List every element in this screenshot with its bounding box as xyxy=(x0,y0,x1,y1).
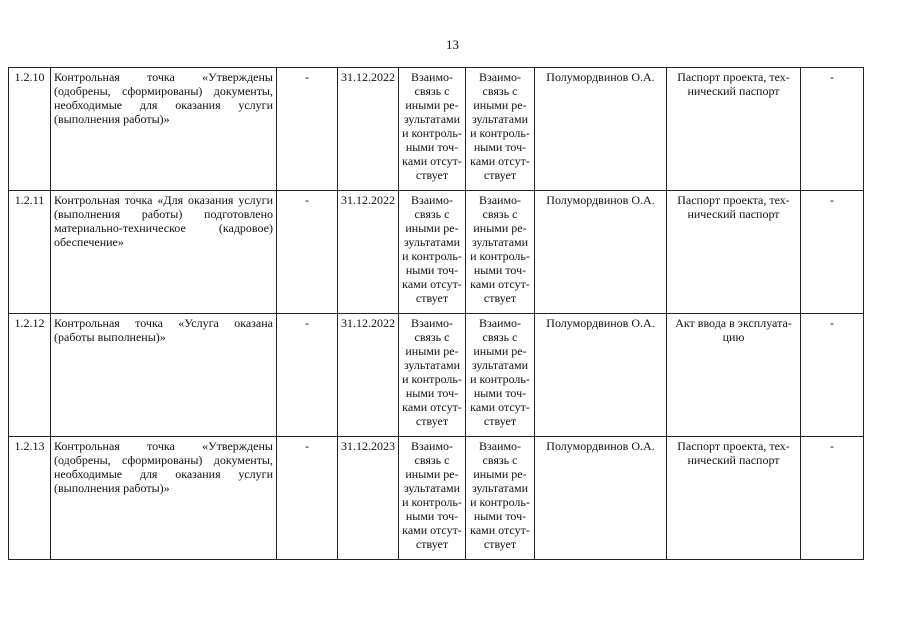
responsible-person: Полумордвинов О.А. xyxy=(535,191,667,314)
control-point-name: Контрольная точка «Для оказания услуги (выполнения работы) подготовлено материально-техническое (кадровое) обеспечение» xyxy=(51,191,277,314)
row-number: 1.2.11 xyxy=(9,191,51,314)
responsible-person: Полумордвинов О.А. xyxy=(535,68,667,191)
confirming-document: Паспорт проекта, тех-нический паспорт xyxy=(667,437,801,560)
control-point-name: Контрольная точка «Утверждены (одобрены, сформированы) документы, необходимые для оказания услуги (выполнения работы)» xyxy=(51,68,277,191)
control-points-table xyxy=(8,67,864,560)
table-row xyxy=(9,191,864,314)
table-row xyxy=(9,437,864,560)
predecessor-relation: Взаимо-связь с иными ре-зультатами и контроль-ными точ-ками отсут-ствует xyxy=(399,314,466,437)
responsible-person: Полумордвинов О.А. xyxy=(535,314,667,437)
end-date: 31.12.2022 xyxy=(338,191,399,314)
row-number: 1.2.12 xyxy=(9,314,51,437)
row-number: 1.2.13 xyxy=(9,437,51,560)
start-date: - xyxy=(277,314,338,437)
predecessor-relation: Взаимо-связь с иными ре-зультатами и контроль-ными точ-ками отсут-ствует xyxy=(399,191,466,314)
table-row xyxy=(9,68,864,191)
successor-relation: Взаимо-связь с иными ре-зультатами и контроль-ными точ-ками отсут-ствует xyxy=(466,437,535,560)
predecessor-relation: Взаимо-связь с иными ре-зультатами и контроль-ными точ-ками отсут-ствует xyxy=(399,437,466,560)
end-date: 31.12.2022 xyxy=(338,314,399,437)
control-point-name: Контрольная точка «Услуга оказана (работы выполнены)» xyxy=(51,314,277,437)
successor-relation: Взаимо-связь с иными ре-зультатами и контроль-ными точ-ками отсут-ствует xyxy=(466,314,535,437)
confirming-document: Паспорт проекта, тех-нический паспорт xyxy=(667,191,801,314)
note-cell: - xyxy=(801,437,864,560)
start-date: - xyxy=(277,437,338,560)
end-date: 31.12.2023 xyxy=(338,437,399,560)
row-number: 1.2.10 xyxy=(9,68,51,191)
note-cell: - xyxy=(801,191,864,314)
successor-relation: Взаимо-связь с иными ре-зультатами и контроль-ными точ-ками отсут-ствует xyxy=(466,68,535,191)
predecessor-relation: Взаимо-связь с иными ре-зультатами и контроль-ными точ-ками отсут-ствует xyxy=(399,68,466,191)
successor-relation: Взаимо-связь с иными ре-зультатами и контроль-ными точ-ками отсут-ствует xyxy=(466,191,535,314)
control-point-name: Контрольная точка «Утверждены (одобрены, сформированы) документы, необходимые для оказания услуги (выполнения работы)» xyxy=(51,437,277,560)
start-date: - xyxy=(277,68,338,191)
confirming-document: Акт ввода в эксплуата-цию xyxy=(667,314,801,437)
confirming-document: Паспорт проекта, тех-нический паспорт xyxy=(667,68,801,191)
end-date: 31.12.2022 xyxy=(338,68,399,191)
page-number: 13 xyxy=(446,37,459,52)
note-cell: - xyxy=(801,68,864,191)
start-date: - xyxy=(277,191,338,314)
note-cell: - xyxy=(801,314,864,437)
responsible-person: Полумордвинов О.А. xyxy=(535,437,667,560)
table-row xyxy=(9,314,864,437)
